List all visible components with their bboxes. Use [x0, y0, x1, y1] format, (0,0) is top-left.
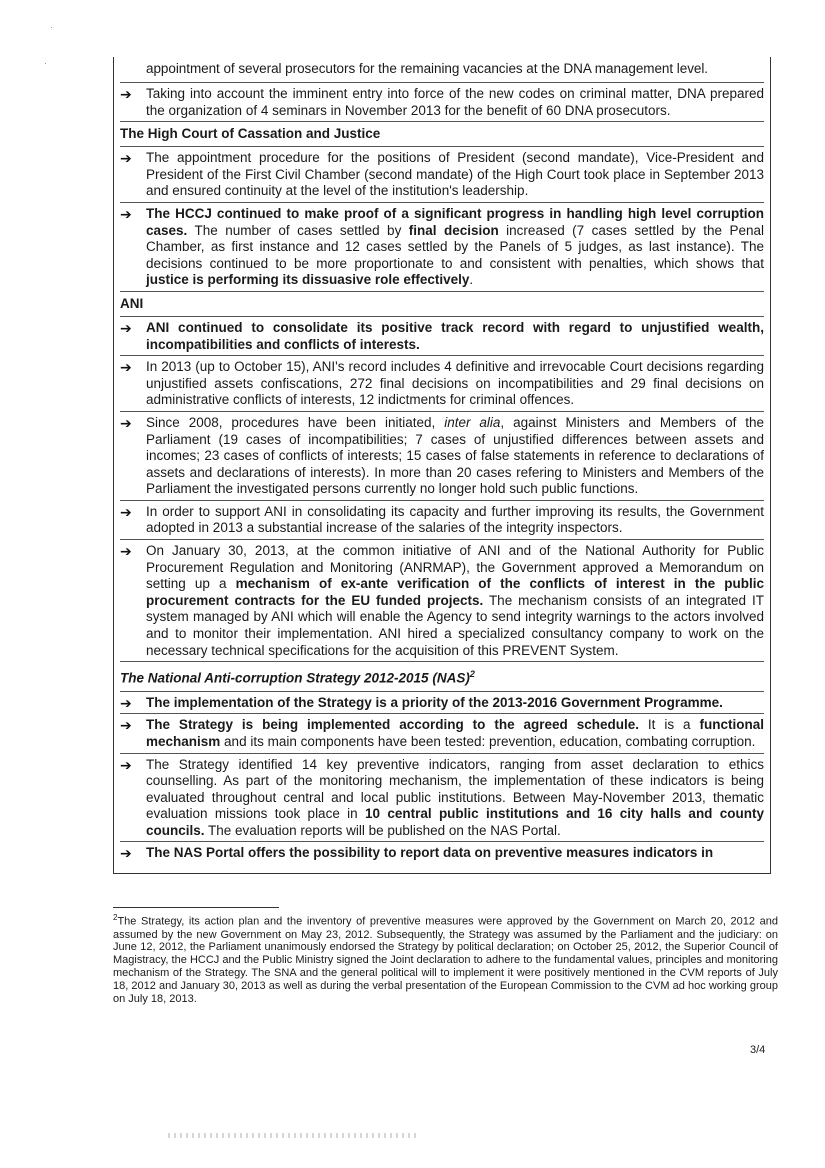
bullet-ani-prevent	[120, 539, 764, 661]
body-text: and its main components have been tested: prevention, education, combating corruption.	[220, 733, 756, 749]
bullet-text	[146, 415, 764, 498]
bullet-text: In 2013 (up to October 15), ANI's record includes 4 definitive and irrevocable Court decisions regarding unjustified assets confiscations, 272 final decisions on incompatibilities and 29 final decisions on administrative conflicts of interests, 12 indictments for criminal offences.	[146, 359, 764, 408]
bullet-nas-indicators	[120, 753, 764, 842]
footnote-ref: 2	[469, 669, 475, 680]
arrow-icon: ➔	[120, 756, 132, 773]
bold-text: mechanism of ex-ante verification of the conflicts of interest in the public procurement contracts for the EU funded projects.	[146, 576, 764, 608]
heading-text: The National Anti-corruption Strategy 2012-2015 (NAS)	[120, 670, 470, 686]
footnote-text: The Strategy, its action plan and the inventory of preventive measures were approved by the Government on March 20, 2012 and assumed by the new Government on May 23, 2012. Subsequently, the Strategy was assumed by the Parliament and the judiciary: on June 12, 2012, the Parliament unanimously endorsed the Strategy by political declaration; on October 25, 2012, the Superior Council of Magistracy, the HCCJ and the Public Ministry signed the Joint declaration to adhere to the fundamental values, principles and monitoring mechanism of the Strategy. The SNA and the general political will to implement it were positively mentioned in the CVM reports of July 18, 2012 and January 30, 2013 as well as during the verbal presentation of the European Commission to the CVM ad hoc working group on July 18, 2013.	[113, 915, 778, 1006]
arrow-icon: ➔	[120, 319, 132, 336]
arrow-icon: ➔	[120, 503, 132, 520]
bullet-text: ANI continued to consolidate its positive track record with regard to unjustified wealth, incompatibilities and conflicts of interests.	[146, 319, 764, 352]
bullet-ani-salaries	[120, 500, 764, 539]
bullet-text: The NAS Portal offers the possibility to report data on preventive measures indicators in	[146, 845, 714, 861]
bullet-text: In order to support ANI in consolidating its capacity and further improving its results, the Government adopted in 2013 a substantial increase of the salaries of the integrity inspectors.	[146, 503, 764, 536]
bullet-ani-track-record	[120, 316, 764, 355]
bullet-nas-priority	[120, 691, 764, 714]
bold-text: 10 central public institutions and 16 city halls and county councils.	[146, 806, 765, 838]
bullet-text	[146, 717, 764, 750]
footnote	[113, 912, 778, 1006]
section-heading-ani: ANI	[120, 291, 764, 316]
bullet-dna-seminars	[120, 82, 764, 121]
footnote-number: 2	[113, 913, 118, 922]
italic-text: inter alia	[444, 414, 501, 430]
body-text: increased (7 cases settled by the Penal Chamber, as first instance and 12 cases settled by the Panels of 5 judges, as last instance). The decisions continued to be more proportionate to and consistent with penalties, which shows that	[146, 222, 764, 271]
bullet-ani-2013-record	[120, 355, 764, 411]
scan-speck: ·	[44, 58, 47, 68]
bullet-text: The appointment procedure for the positions of President (second mandate), Vice-President and President of the First Civil Chamber (second mandate) of the High Court took place in September 2013 and ensured continuity at the level of the institution's leadership.	[146, 150, 764, 199]
body-text: The number of cases settled by	[187, 222, 409, 238]
bold-text: final decision	[408, 222, 499, 238]
body-text: On January 30, 2013, at the common initiative of ANI and of the National Authority for Public Procurement Regulation and Monitoring (ANRMAP), the Government approved a Memorandum on setting up a	[146, 543, 764, 592]
bullet-hccj-progress	[120, 202, 764, 291]
continuation-line: appointment of several prosecutors for the remaining vacancies at the DNA management level.	[146, 61, 709, 76]
bullet-text: Taking into account the imminent entry into force of the new codes on criminal matter, DNA prepared the organization of 4 seminars in November 2013 for the benefit of 60 DNA prosecutors.	[146, 86, 764, 118]
content-frame	[113, 57, 771, 874]
arrow-icon: ➔	[120, 543, 132, 560]
bullet-nas-portal	[120, 841, 764, 864]
body-text: .	[469, 272, 474, 288]
arrow-icon: ➔	[120, 845, 132, 862]
bold-text: justice is performing its dissuasive role effectively	[146, 272, 470, 288]
arrow-icon: ➔	[120, 86, 132, 102]
bold-text: functional mechanism	[146, 717, 764, 749]
bold-text: The Strategy is being implemented according to the agreed schedule.	[146, 717, 639, 733]
arrow-icon: ➔	[120, 150, 132, 167]
footnote-separator	[113, 907, 279, 908]
page-number: 3/4	[750, 1044, 766, 1056]
bullet-text	[146, 757, 764, 840]
scan-speck: ·	[50, 22, 53, 32]
bullet-hccj-appointment	[120, 146, 764, 202]
section-heading-hccj: The High Court of Cassation and Justice	[120, 121, 764, 146]
body-text: The mechanism consists of an integrated IT system managed by ANI which will enable the Agency to send integrity warnings to the actors involved and to monitor their implementation. ANI hired a specialized consultancy company to work on the necessary technical specifications for the acquisition of this PREVENT System.	[146, 592, 764, 658]
bullet-ani-since-2008	[120, 411, 764, 500]
arrow-icon: ➔	[120, 359, 132, 376]
body-text: The Strategy identified 14 key preventive indicators, ranging from asset declaration to ethics counselling. As part of the monitoring mechanism, the implementation of these indicators is being evaluated throughout central and local public institutions. Between May-November 2013, thematic evaluation missions took place in	[146, 756, 764, 822]
body-text: The evaluation reports will be published on the NAS Portal.	[204, 822, 561, 838]
bullet-text	[146, 543, 764, 659]
body-text: It is a	[639, 717, 700, 733]
arrow-icon: ➔	[120, 205, 132, 222]
bold-text: The HCCJ continued to make proof of a significant progress in handling high level corruption cases.	[146, 205, 764, 238]
bullet-nas-schedule	[120, 713, 764, 752]
bullet-text: The implementation of the Strategy is a priority of the 2013-2016 Government Programme.	[146, 694, 723, 710]
scan-artifact	[168, 1133, 418, 1138]
arrow-icon: ➔	[120, 694, 132, 711]
bullet-text	[146, 206, 764, 289]
body-text: , against Ministers and Members of the Parliament (19 cases of incompatibilities; 7 cases of unjustified differences between assets and incomes; 23 cases of conflicts of interests; 15 cases of false statements in reference to declarations of assets and declarations of interests). In more than 20 cases refering to Ministers and Members of the Parliament the investigated persons currently no longer hold such public functions.	[146, 414, 765, 497]
arrow-icon: ➔	[120, 717, 132, 734]
arrow-icon: ➔	[120, 414, 132, 431]
body-text: Since 2008, procedures have been initiated,	[146, 414, 445, 430]
section-heading-nas	[120, 661, 764, 691]
